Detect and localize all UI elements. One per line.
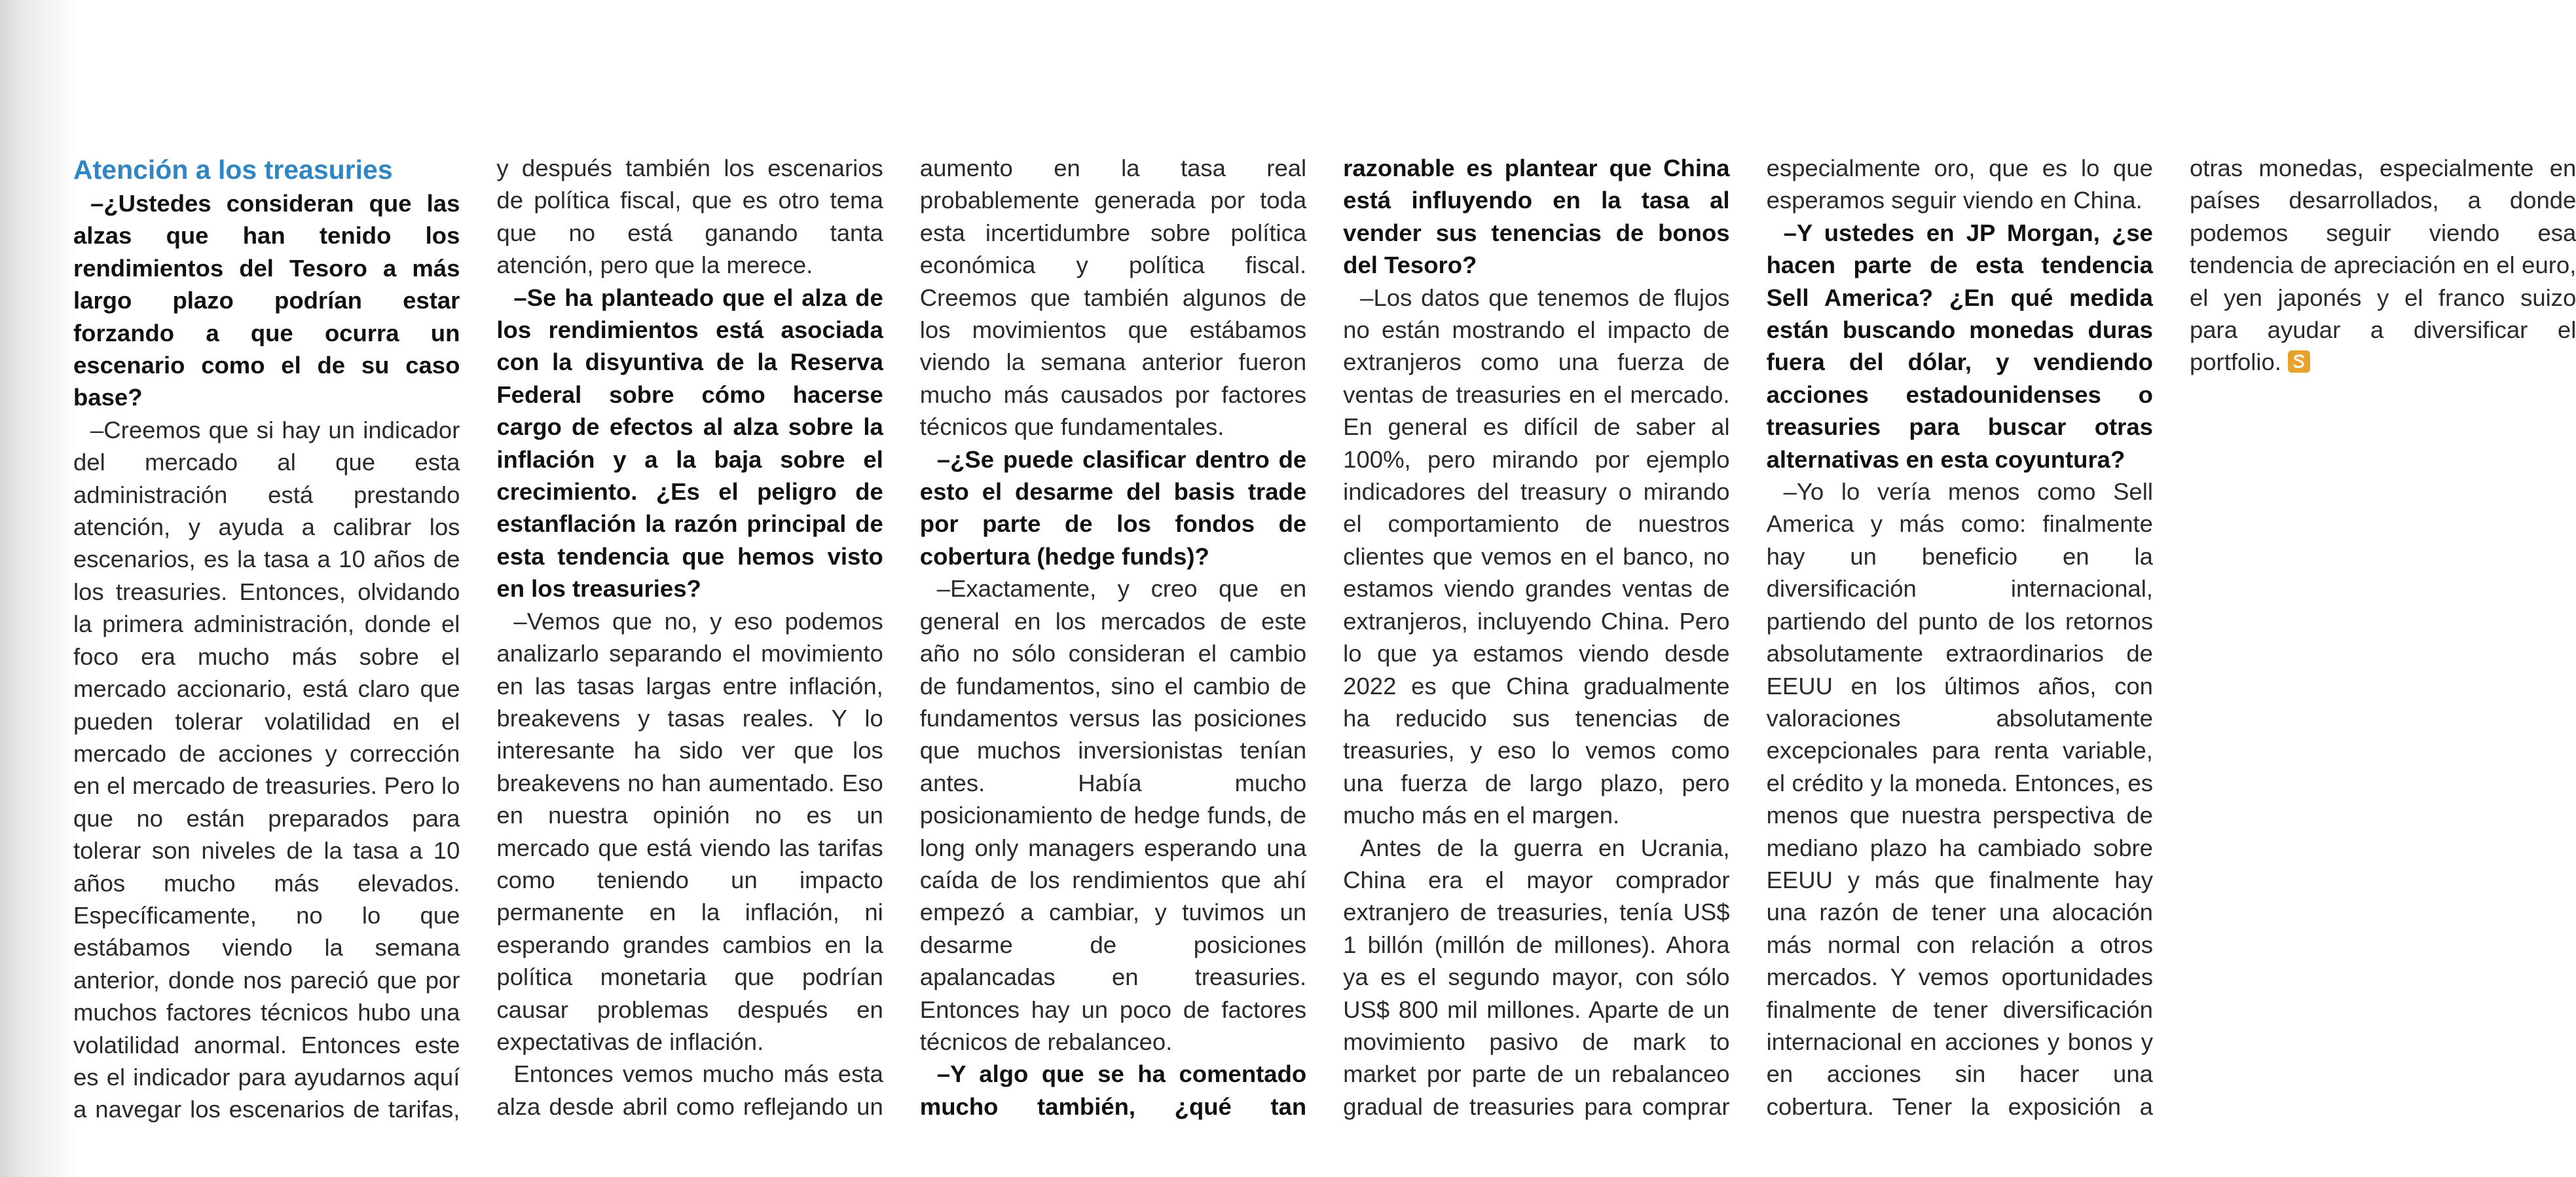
question-paragraph: –Y ustedes en JP Morgan, ¿se hacen parte de esta tendencia Sell America? ¿En qué medida están buscando monedas duras fuera del dólar, y vendiendo acciones estadounidenses o treasuries para buscar otras alternativas en esta coyuntura?	[1766, 219, 2153, 473]
answer-paragraph: –Exactamente, y creo que en general en los mercados de este año no sólo consideran el cambio de fundamentos, sino el cambio de fundamentos versus las posiciones que muchos inversionistas tenían antes. Había mucho posicionamiento de hedge funds, de long only managers esperando una caída de los rendimientos que ahí empezó a cambiar, y tuvimos un desarme de posiciones apalancadas en treasuries. Entonces hay un poco de factores técnicos de rebalanceo.	[919, 575, 1307, 1055]
answer-paragraph: –Los datos que tenemos de flujos no están mostrando el impacto de extranjeros como una fuerza de ventas de treasuries en el mercado. En general es difícil de saber al 100%, pero mirando por ejemplo indicadores del treasury o mirando el comportamiento de nuestros clientes que vemos en el banco, no estamos viendo grandes ventas de extranjeros, incluyendo China. Pero lo que ya estamos viendo desde 2022 es que China gradualmente ha reducido sus tenencias de treasuries, y eso lo vemos como una fuerza de largo plazo, pero mucho más en el margen.	[1343, 284, 1730, 829]
question-paragraph: –Y algo que se ha comentado mucho también, ¿qué tan razonable es plantear que China está influyendo en la tasa al vender sus tenencias de bonos del Tesoro?	[919, 155, 1730, 1120]
article-body	[73, 152, 2576, 1134]
answer-paragraph: –Vemos que no, y eso podemos analizarlo separando el movimiento en las tasas largas entre inflación, breakevens y tasas reales. Y lo interesante ha sido ver que los breakevens no han aumentado. Eso en nuestra opinión no es un mercado que está viendo las tarifas como teniendo un impacto permanente en la inflación, ni esperando grandes cambios en la política monetaria que podrían causar problemas después en expectativas de inflación.	[496, 607, 883, 1055]
answer-paragraph: Entonces vemos mucho más esta alza desde abril como reflejando un aumento en la tasa real probablemente generada por toda esta incertidumbre sobre política económica y política fiscal. Creemos que también algunos de los movimientos que estábamos viendo la semana anterior fueron mucho más causados por factores técnicos que fundamentales.	[496, 155, 1307, 1120]
final-answer-text: –Yo lo vería menos como Sell America y más como: finalmente hay un beneficio en la diversificación internacional, partiendo del punto de los retornos absolutamente extraordinarios de EEUU en los últimos años, con valoraciones absolutamente excepcionales para renta variable, el crédito y la moneda. Entonces, es menos que nuestra perspectiva de mediano plazo ha cambiado sobre EEUU y más que finalmente hay una razón de tener una alocación más normal con relación a otros mercados. Y vemos oportunidades finalmente de tener diversificación internacional en acciones y bonos y en acciones sin hacer una cobertura. Tener la exposición a otras monedas, especialmente en países desarrollados, a donde podemos seguir viendo esa tendencia de apreciación en el euro, el yen japonés y el franco suizo para ayudar a diversificar el portfolio.	[1766, 155, 2576, 1120]
question-paragraph: –¿Ustedes consideran que las alzas que han tenido los rendimientos del Tesoro a más largo plazo podrían estar forzando a que ocurra un escenario como el de su caso base?	[73, 190, 460, 411]
question-paragraph: –Se ha planteado que el alza de los rendimientos está asociada con la disyuntiva de la Reserva Federal sobre cómo hacerse cargo de efectos al alza sobre la inflación y a la baja sobre el crecimiento. ¿Es el peligro de estanflación la razón principal de esta tendencia que hemos visto en los treasuries?	[496, 284, 883, 603]
page-fold-shadow	[0, 0, 79, 1177]
magazine-end-logo-icon	[2288, 350, 2310, 373]
answer-paragraph: Antes de la guerra en Ucrania, China era el mayor comprador extranjero de treasuries, tenía US$ 1 billón (millón de millones). Ahora ya es el segundo mayor, con sólo US$ 800 mil millones. Aparte de un movimiento pasivo de mark to market por parte de un rebalanceo gradual de treasuries para comprar especialmente oro, que es lo que esperamos seguir viendo en China.	[1343, 155, 2153, 1120]
section-title: Atención a los treasuries	[73, 155, 393, 185]
question-paragraph: –¿Se puede clasificar dentro de esto el desarme del basis trade por parte de los fondos de cobertura (hedge funds)?	[919, 445, 1307, 570]
answer-paragraph: –Creemos que si hay un indicador del mercado al que esta administración está prestando atención, y ayuda a calibrar los escenarios, es la tasa a 10 años de los treasuries. Entonces, olvidando la primera administración, donde el foco era mucho más sobre el mercado accionario, está claro que pueden tolerar volatilidad en el mercado de acciones y corrección en el mercado de treasuries. Pero lo que no están preparados para tolerar son niveles de la tasa a 10 años mucho más elevados. Específicamente, no lo que estábamos viendo la semana anterior, donde nos pareció que por muchos factores técnicos hubo una volatilidad anormal. Entonces este es el indicador para ayudarnos aquí a navegar los escenarios de tarifas, y después también los escenarios de política fiscal, que es otro tema que no está ganando tanta atención, pero que la merece.	[73, 155, 883, 1123]
